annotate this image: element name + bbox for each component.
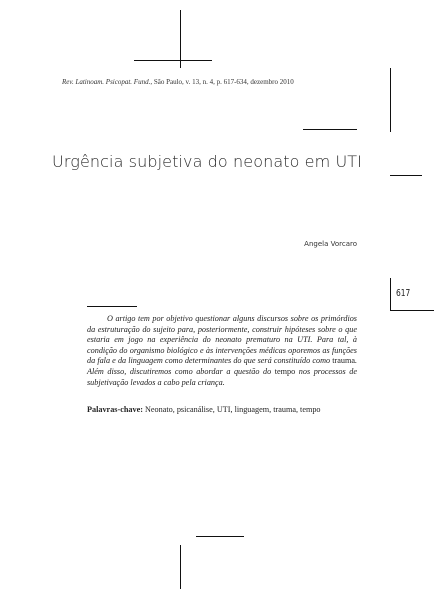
journal-running-header: [62, 78, 332, 86]
article-author: Angela Vorcaro: [304, 240, 357, 248]
page-tab-horizontal-line: [390, 310, 434, 311]
crop-mark-bottom-vertical: [180, 545, 181, 589]
crop-mark-right-vertical: [390, 68, 391, 132]
abstract-term-trauma: trauma: [332, 356, 355, 366]
journal-issue-details: , São Paulo, v. 13, n. 4, p. 617-634, dezembro 2010: [150, 78, 294, 86]
abstract-text-part-2: . Além disso, discutiremos como abordar a questão do: [87, 356, 357, 376]
abstract-paragraph: [87, 314, 357, 388]
journal-abbreviation: Rev. Latinoam. Psicopat. Fund.: [62, 78, 151, 86]
page-number: 617: [396, 288, 411, 299]
keywords-line: [87, 405, 367, 416]
article-title: Urgência subjetiva do neonato em UTI: [52, 152, 362, 171]
abstract-text-part-3: nos processos de subjetivação levados a cabo pela criança.: [87, 366, 357, 387]
crop-mark-right-short: [390, 175, 422, 176]
abstract-term-tempo: tempo: [274, 366, 296, 376]
abstract-text-part-1: O artigo tem por objetivo questionar alguns discursos sobre os primórdios da estruturação do sujeito para, posteriormente, construir hipóteses sobre o que estaria em jogo na experiência do neonato prematuro na UTI. Para tal, à condição do organismo biológico e às intervenções médicas oporemos as funções da fala e da linguagem como determinantes do que será constituído como: [87, 314, 357, 366]
crop-mark-top-horizontal: [134, 60, 212, 61]
crop-mark-right-horizontal: [303, 129, 357, 130]
crop-mark-bottom-horizontal: [196, 536, 244, 537]
abstract-divider: [87, 306, 137, 307]
page-tab-vertical-line: [390, 278, 391, 310]
keywords-label: Palavras-chave:: [87, 405, 143, 414]
keywords-list: Neonato, psicanálise, UTI, linguagem, trauma, tempo: [142, 405, 321, 414]
